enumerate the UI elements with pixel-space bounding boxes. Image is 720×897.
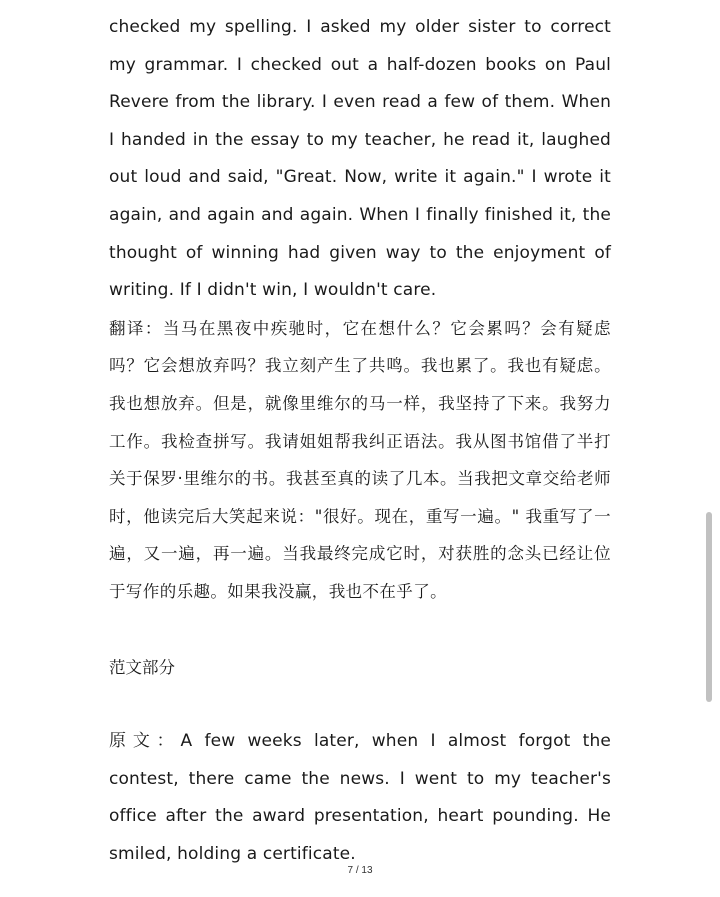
vertical-scrollbar[interactable] bbox=[704, 0, 714, 897]
paragraph-spacer bbox=[109, 611, 611, 649]
translation-paragraph: 翻译：当马在黑夜中疾驰时，它在想什么？它会累吗？会有疑虑吗？它会想放弃吗？我立刻产生了共鸣。我也累了。我也有疑虑。我也想放弃。但是，就像里维尔的马一样，我坚持了下来。我努力工作。我检查拼写。我请姐姐帮我纠正语法。我从图书馆借了半打关于保罗·里维尔的书。我甚至真的读了几本。当我把文章交给老师时，他读完后大笑起来说："很好。现在，重写一遍。" 我重写了一遍，又一遍，再一遍。当我最终完成它时，对获胜的念头已经让位于写作的乐趣。如果我没赢，我也不在乎了。 bbox=[109, 318, 611, 601]
section-heading: 范文部分 bbox=[109, 657, 175, 677]
document-body bbox=[109, 9, 611, 873]
page-number: 7 / 13 bbox=[347, 865, 373, 876]
paragraph-spacer bbox=[109, 686, 611, 723]
scrollbar-thumb[interactable] bbox=[706, 512, 712, 702]
english-paragraph: checked my spelling. I asked my older sister to correct my grammar. I checked out a half-dozen books on Paul Revere from the library. I even read a few of them. When I handed in the essay to my teacher, he read it, laughed out loud and said, "Great. Now, write it again." I wrote it again, and again and again. When I finally finished it, the thought of winning had given way to the enjoyment of writing. If I didn't win, I wouldn't care. bbox=[109, 17, 611, 301]
original-text-paragraph: 原文：A few weeks later, when I almost forgot the contest, there came the news. I went to my teacher's office after the award presentation, heart pounding. He smiled, holding a certificate. bbox=[109, 731, 611, 864]
